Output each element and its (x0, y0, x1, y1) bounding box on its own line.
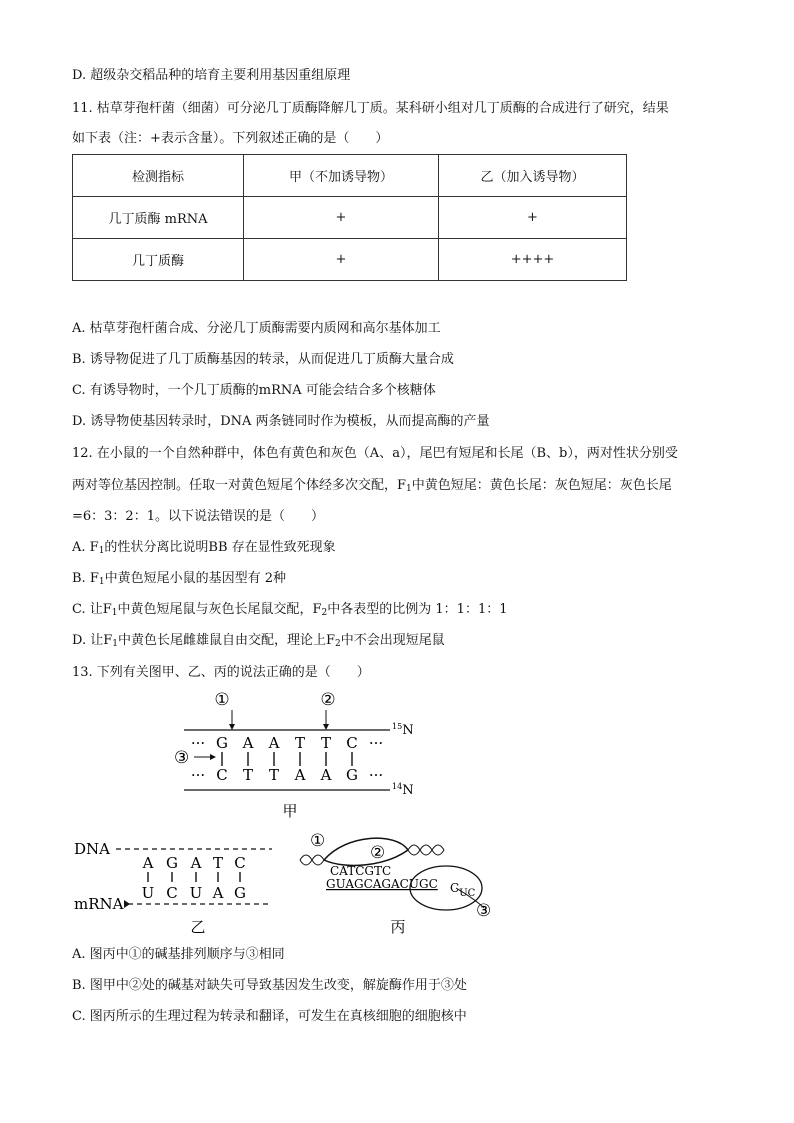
table-header-cell: 乙（加入诱导物） (439, 155, 627, 197)
base-top: A (242, 734, 254, 752)
table-cell: ++++ (439, 239, 627, 281)
q13-option-c: C. 图丙所示的生理过程为转录和翻译，可发生在真核细胞的细胞核中 (72, 1009, 467, 1024)
figure-jia-caption: 甲 (282, 802, 298, 820)
table-header-cell: 检测指标 (73, 155, 244, 197)
q11-option-a: A. 枯草芽孢杆菌合成、分泌几丁质酶需要内质网和高尔基体加工 (72, 321, 441, 336)
q11-results-table (72, 154, 627, 281)
marker-3: ③ (174, 748, 190, 768)
bond-lines (222, 752, 352, 766)
base-top: G (216, 734, 228, 752)
rna-base: U (141, 884, 155, 902)
q13-stem: 13. 下列有关图甲、乙、丙的说法正确的是（ ） (72, 665, 370, 680)
label-15n: $^{15}$N (392, 722, 414, 738)
mrna-arrow-head (124, 900, 130, 908)
base-bottom: A (294, 766, 306, 784)
q12-option-a: A. $F_1$的性状分离比说明BB 存在显性致死现象 (72, 540, 336, 556)
mrna-tail: $C_{UC}$ (450, 881, 476, 899)
table-cell: + (439, 197, 627, 239)
q12-stem-line1: 12. 在小鼠的一个自然种群中，体色有黄色和灰色（A、a），尾巴有短尾和长尾（B、b），两对性状分别受 (72, 446, 678, 461)
q13-option-a: A. 图丙中①的碱基排列顺序与③相同 (72, 947, 285, 962)
dna-base: T (212, 854, 224, 872)
base-bottom: ··· (190, 766, 206, 784)
marker-1: ① (310, 831, 326, 851)
dna-helix-right (408, 845, 444, 855)
q11-stem-line2: 如下表（注：+表示含量）。下列叙述正确的是（ ） (72, 131, 389, 146)
figure-yi (72, 830, 282, 940)
figure-bing (296, 826, 506, 940)
table-cell: + (244, 197, 439, 239)
q11-stem-line1: 11. 枯草芽孢杆菌（细菌）可分泌几丁质酶降解几丁质。某科研小组对几丁质酶的合成进行了研究，结果 (72, 101, 669, 116)
base-top: C (346, 734, 358, 752)
marker-1: ① (214, 690, 230, 710)
q12-stem-line3: =6：3：2：1。以下说法错误的是（ ） (72, 509, 324, 524)
base-bottom: A (320, 766, 332, 784)
q13-option-b: B. 图甲中②处的碱基对缺失可导致基因发生改变，解旋酶作用于③处 (72, 978, 467, 993)
q12-option-b: B. $F_1$中黄色短尾小鼠的基因型有 2种 (72, 571, 286, 587)
rna-base: U (189, 884, 203, 902)
mrna-sequence: GUAGCAGACUGC (326, 877, 438, 891)
table-row (73, 239, 627, 281)
dna-bases (142, 854, 246, 882)
base-bottom: T (242, 766, 254, 784)
dna-base: G (166, 854, 178, 872)
table-cell: 几丁质酶 (73, 239, 244, 281)
mrna-label: mRNA (74, 895, 124, 913)
base-top: T (320, 734, 332, 752)
dna-base: A (190, 854, 202, 872)
dna-sequence: CATCGTC (330, 864, 392, 878)
label-14n: $^{14}$N (392, 782, 414, 798)
q10-option-d: D. 超级杂交稻品种的培育主要利用基因重组原理 (72, 68, 351, 83)
table-header-row (73, 155, 627, 197)
q11-option-c: C. 有诱导物时，一个几丁质酶的mRNA 可能会结合多个核糖体 (72, 383, 436, 398)
table-row (73, 197, 627, 239)
marker-3: ③ (476, 901, 492, 921)
bottom-strand-bases (191, 766, 383, 784)
figure-yi-caption: 乙 (190, 918, 206, 936)
arrow-2-head (323, 724, 329, 730)
arrow-3-head (210, 754, 216, 760)
base-top: A (268, 734, 280, 752)
figure-bing-caption: 丙 (390, 918, 406, 936)
base-top: ··· (190, 734, 206, 752)
top-strand-bases (191, 734, 383, 752)
marker-2: ② (320, 690, 336, 710)
q12-stem-line2: 两对等位基因控制。任取一对黄色短尾个体经多次交配，$F_1$中黄色短尾：黄色长尾：灰色短尾：灰色长尾 (72, 478, 672, 494)
q12-option-c: C. 让$F_1$中黄色短尾鼠与灰色长尾鼠交配，$F_2$中各表型的比例为 1：1：1：1 (72, 602, 508, 618)
table-header-cell: 甲（不加诱导物） (244, 155, 439, 197)
dna-base: A (142, 854, 154, 872)
table-cell: 几丁质酶 mRNA (73, 197, 244, 239)
base-top: T (294, 734, 306, 752)
figure-jia (170, 686, 430, 820)
q11-option-d: D. 诱导物使基因转录时，DNA 两条链同时作为模板，从而提高酶的产量 (72, 414, 490, 429)
table-cell: + (244, 239, 439, 281)
dna-base: C (234, 854, 246, 872)
q11-option-b: B. 诱导物促进了几丁质酶基因的转录，从而促进几丁质酶大量合成 (72, 352, 454, 367)
dna-helix-left (300, 855, 324, 865)
base-top: ··· (368, 734, 384, 752)
rna-base: A (212, 884, 224, 902)
rna-base: G (234, 884, 246, 902)
arrow-1-head (229, 724, 235, 730)
q12-option-d: D. 让$F_1$中黄色长尾雌雄鼠自由交配，理论上$F_2$中不会出现短尾鼠 (72, 633, 445, 649)
base-bottom: G (346, 766, 358, 784)
base-bottom: ··· (368, 766, 384, 784)
base-bottom: C (216, 766, 228, 784)
rna-base: C (166, 884, 178, 902)
base-bottom: T (268, 766, 280, 784)
marker-2: ② (370, 843, 386, 863)
dna-label: DNA (74, 840, 110, 858)
rna-bases (142, 884, 246, 902)
